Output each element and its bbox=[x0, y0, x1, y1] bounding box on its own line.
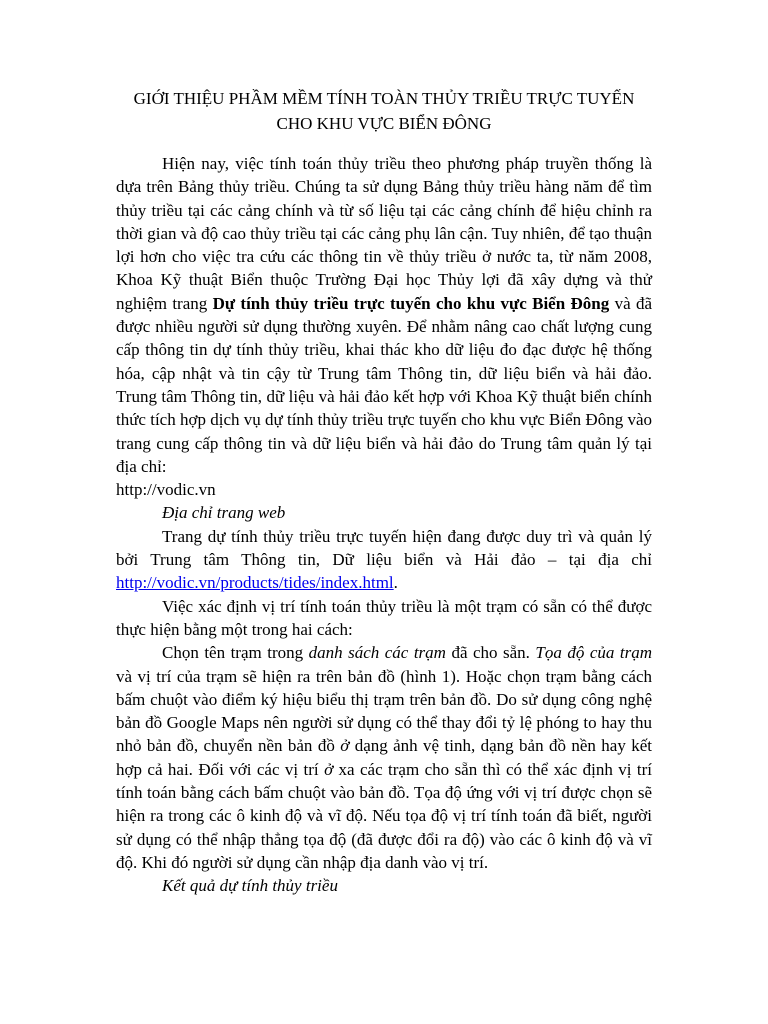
station-text-d: dạng ảnh vệ tinh, dạng bản đồ nền hay kết hợp cả hai. Đối với các vị trí bbox=[116, 736, 652, 779]
intro-text-a: Hiện nay, việc tính toán thủy triều theo phương pháp truyền thống là dựa trên Bảng thủy triều. Chúng ta sử dụng Bảng thủy triều hàng năm để tìm thủy triều tại các cảng chính và từ số liệu tại các cảng chính để hiệu chỉnh ra thời gian và độ cao thủy triều tại các cảng phụ lân cận. Tuy nhiên, để tạo thuận lợi hơn cho việc tra cứu các thông tin về thủy triều ở nước ta, từ năm 2008, Khoa Kỹ thuật Biển thuộc Trường Đại học Thủy lợi đã xây dựng và thử nghiệm trang bbox=[116, 154, 652, 313]
web-address-period: . bbox=[393, 573, 398, 593]
station-list-italic: danh sách các trạm bbox=[308, 643, 446, 663]
paragraph-intro bbox=[116, 152, 652, 501]
station-text-b: đã cho sẵn. bbox=[445, 643, 536, 663]
tides-link[interactable]: http://vodic.vn/products/tides/index.html bbox=[116, 573, 394, 593]
paragraph-station-selection bbox=[116, 641, 652, 874]
station-italic-o-1: ở bbox=[340, 736, 350, 756]
station-text-e: xa các trạm cho sẵn thì có thể xác định vị trí tính toán bằng cách bấm chuột vào bản đồ. Tọa độ ứng với vị trí được chọn sẽ hiện ra trong các ô kinh độ và vĩ độ. Nếu tọa độ vị trí tính toán đã biết, người sử dụng có thể nhập thẳng tọa độ (đã được đổi ra độ) vào các ô kinh độ và vĩ độ. Khi đó người sử dụng cần nhập địa danh vào vị trí. bbox=[116, 759, 652, 872]
title-line-2: CHO KHU VỰC BIỂN ĐÔNG bbox=[276, 114, 492, 133]
section-heading-results: Kết quả dự tính thủy triều bbox=[162, 876, 338, 896]
intro-url: http://vodic.vn bbox=[116, 480, 216, 500]
document-body bbox=[116, 152, 652, 898]
intro-bold-site-name: Dự tính thủy triều trực tuyến cho khu vực Biển Đông bbox=[212, 293, 610, 313]
document-title bbox=[100, 86, 668, 136]
intro-text-c: và đã được nhiều người sử dụng thường xuyên. Để nhằm nâng cao chất lượng cung cấp thông tin dự tính thủy triều, khai thác kho dữ liệu đo đạc được hệ thống hóa, cập nhật và tin cậy từ Trung tâm Thông tin, dữ liệu biển và hải đảo. Trung tâm Thông tin, dữ liệu và hải đảo kết hợp với Khoa Kỹ thuật biển chính thức tích hợp dịch vụ dự tính thủy triều trực tuyến cho khu vực Biển Đông vào trang cung cấp thông tin và dữ liệu biển và hải đảo do Trung tâm quản lý tại địa chỉ: bbox=[116, 293, 653, 476]
station-italic-o-2: ở bbox=[324, 759, 334, 779]
station-text-c: và vị trí của trạm sẽ hiện ra trên bản đồ (hình 1). Hoặc chọn trạm bằng cách bấm chuột vào điểm ký hiệu biểu thị trạm trên bản đồ. Do sử dụng công nghệ bản đồ Google Maps nên người sử dụng có thể thay đổi tỷ lệ phóng to hay thu nhỏ bản đồ, chuyển nền bản đồ bbox=[116, 666, 652, 756]
paragraph-web-address bbox=[116, 525, 652, 595]
paragraph-location-methods: Việc xác định vị trí tính toán thủy triều là một trạm có sẵn có thể được thực hiện bằng một trong hai cách: bbox=[116, 596, 652, 639]
title-line-1: GIỚI THIỆU PHẦM MỀM TÍNH TOÀN THỦY TRIỀU TRỰC TUYẾN bbox=[133, 89, 635, 108]
station-coords-italic: Tọa độ của trạm bbox=[535, 643, 652, 663]
web-address-text: Trang dự tính thủy triều trực tuyến hiện đang được duy trì và quản lý bởi Trung tâm Thông tin, Dữ liệu biển và Hải đảo – tại địa chỉ bbox=[116, 526, 652, 570]
station-text-a: Chọn tên trạm trong bbox=[162, 643, 309, 663]
section-heading-web-address: Địa chỉ trang web bbox=[162, 503, 286, 523]
